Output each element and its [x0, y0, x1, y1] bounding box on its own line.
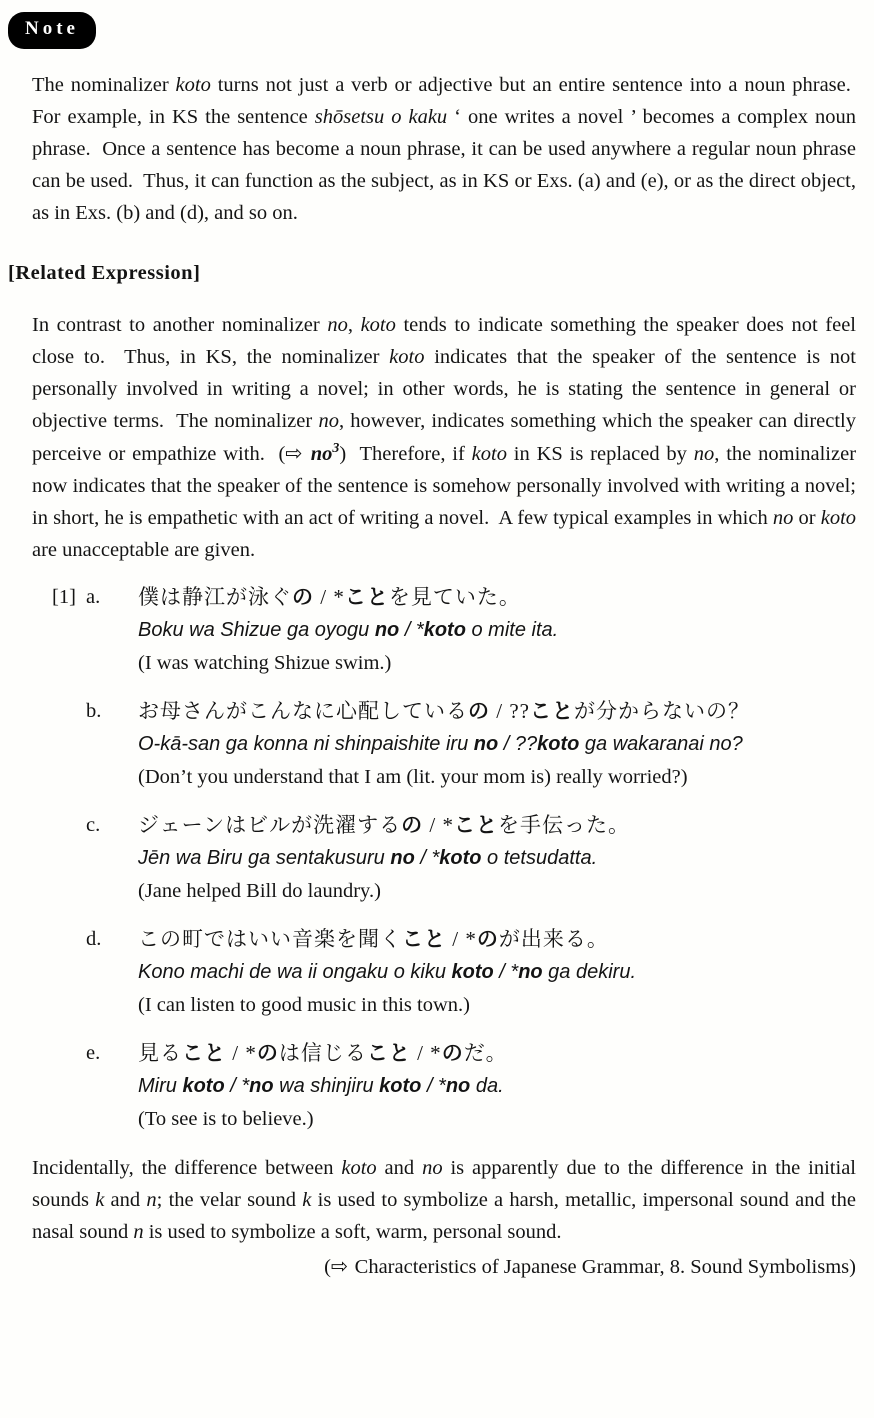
example-group-label: [1] — [52, 586, 76, 608]
example-translation-e: (To see is to believe.) — [138, 1108, 314, 1130]
note-badge-label: Note — [25, 18, 79, 39]
example-item-d — [32, 923, 856, 1022]
example-letter-e: e. — [86, 1042, 101, 1064]
example-romaji-d: Kono machi de wa ii ongaku o kiku koto / *no ga dekiru. — [138, 961, 637, 983]
example-japanese-b: お母さんがこんなに心配しているの / ??ことが分からないの？ — [138, 699, 750, 723]
example-translation-c: (Jane helped Bill do laundry.) — [138, 880, 381, 902]
example-romaji-e: Miru koto / *no wa shinjiru koto / *no da. — [138, 1075, 504, 1097]
example-letter-d: d. — [86, 928, 102, 950]
example-letter-a: a. — [86, 586, 101, 608]
example-japanese-e: 見ること / *のは信じること / *のだ。 — [138, 1041, 508, 1065]
example-romaji-c: Jēn wa Biru ga sentakusuru no / *koto o tetsudatta. — [138, 847, 598, 869]
example-content-c — [138, 809, 856, 908]
example-japanese-c: ジェーンはビルが洗濯するの / *ことを手伝った。 — [138, 813, 631, 837]
example-translation-a: (I was watching Shizue swim.) — [138, 652, 392, 674]
related-expression-heading: [Related Expression] — [8, 262, 201, 284]
example-romaji-b: O-kā-san ga konna ni shinpaishite iru no / ??koto ga wakaranai no? — [138, 733, 743, 755]
note-badge — [8, 12, 96, 49]
example-romaji-a: Boku wa Shizue ga oyogu no / *koto o mite ita. — [138, 619, 559, 641]
example-item-b — [32, 695, 856, 794]
example-item-e — [32, 1037, 856, 1136]
example-translation-b: (Don’t you understand that I am (lit. your mom is) really worried?) — [138, 766, 688, 788]
example-content-e — [138, 1037, 856, 1136]
example-item-a — [32, 581, 856, 680]
intro-paragraph: The nominalizer koto turns not just a verb or adjective but an entire sentence into a noun phrase. For example, in KS the sentence shōsetsu o kaku ‘ one writes a novel ’ becomes a complex noun phrase. Once a sentence has become a noun phrase, it can be used anywhere a regular noun phrase can be used. Thus, it can function as the subject, as in KS or Exs. (a) and (e), or as the direct object, as in Exs. (b) and (d), and so on. — [32, 74, 856, 224]
examples-list — [32, 581, 856, 1136]
closing-paragraph: Incidentally, the difference between koto and no is apparently due to the difference in the initial sounds k and n; the velar sound k is used to symbolize a harsh, metallic, impersonal sound and the nasal sound n is used to symbolize a soft, warm, personal sound. — [32, 1157, 856, 1243]
example-japanese-d: この町ではいい音楽を聞くこと / *のが出来る。 — [138, 927, 609, 951]
cross-reference: (⇨ Characteristics of Japanese Grammar, 8. Sound Symbolisms) — [324, 1254, 856, 1278]
example-japanese-a: 僕は静江が泳ぐの / *ことを見ていた。 — [138, 585, 521, 609]
example-translation-d: (I can listen to good music in this town.) — [138, 994, 470, 1016]
example-content-b — [138, 695, 856, 794]
example-letter-b: b. — [86, 700, 102, 722]
example-content-a — [138, 581, 856, 680]
example-letter-c: c. — [86, 814, 101, 836]
example-item-c — [32, 809, 856, 908]
related-expression-paragraph: In contrast to another nominalizer no, koto tends to indicate something the speaker does not feel close to. Thus, in KS, the nominalizer koto indicates that the speaker of the sentence is not personally involved in writing a novel; in other words, he is stating the sentence in general or objective terms. The nominalizer no, however, indicates something which the speaker can directly perceive or empathize with. (⇨ $no^3$) Therefore, if koto in KS is replaced by no, the nominalizer now indicates that the speaker of the sentence is somehow personally involved with writing a novel; in short, he is empathetic with an act of writing a novel. A few typical examples in which no or koto are unacceptable are given. — [32, 314, 857, 561]
example-content-d — [138, 923, 856, 1022]
